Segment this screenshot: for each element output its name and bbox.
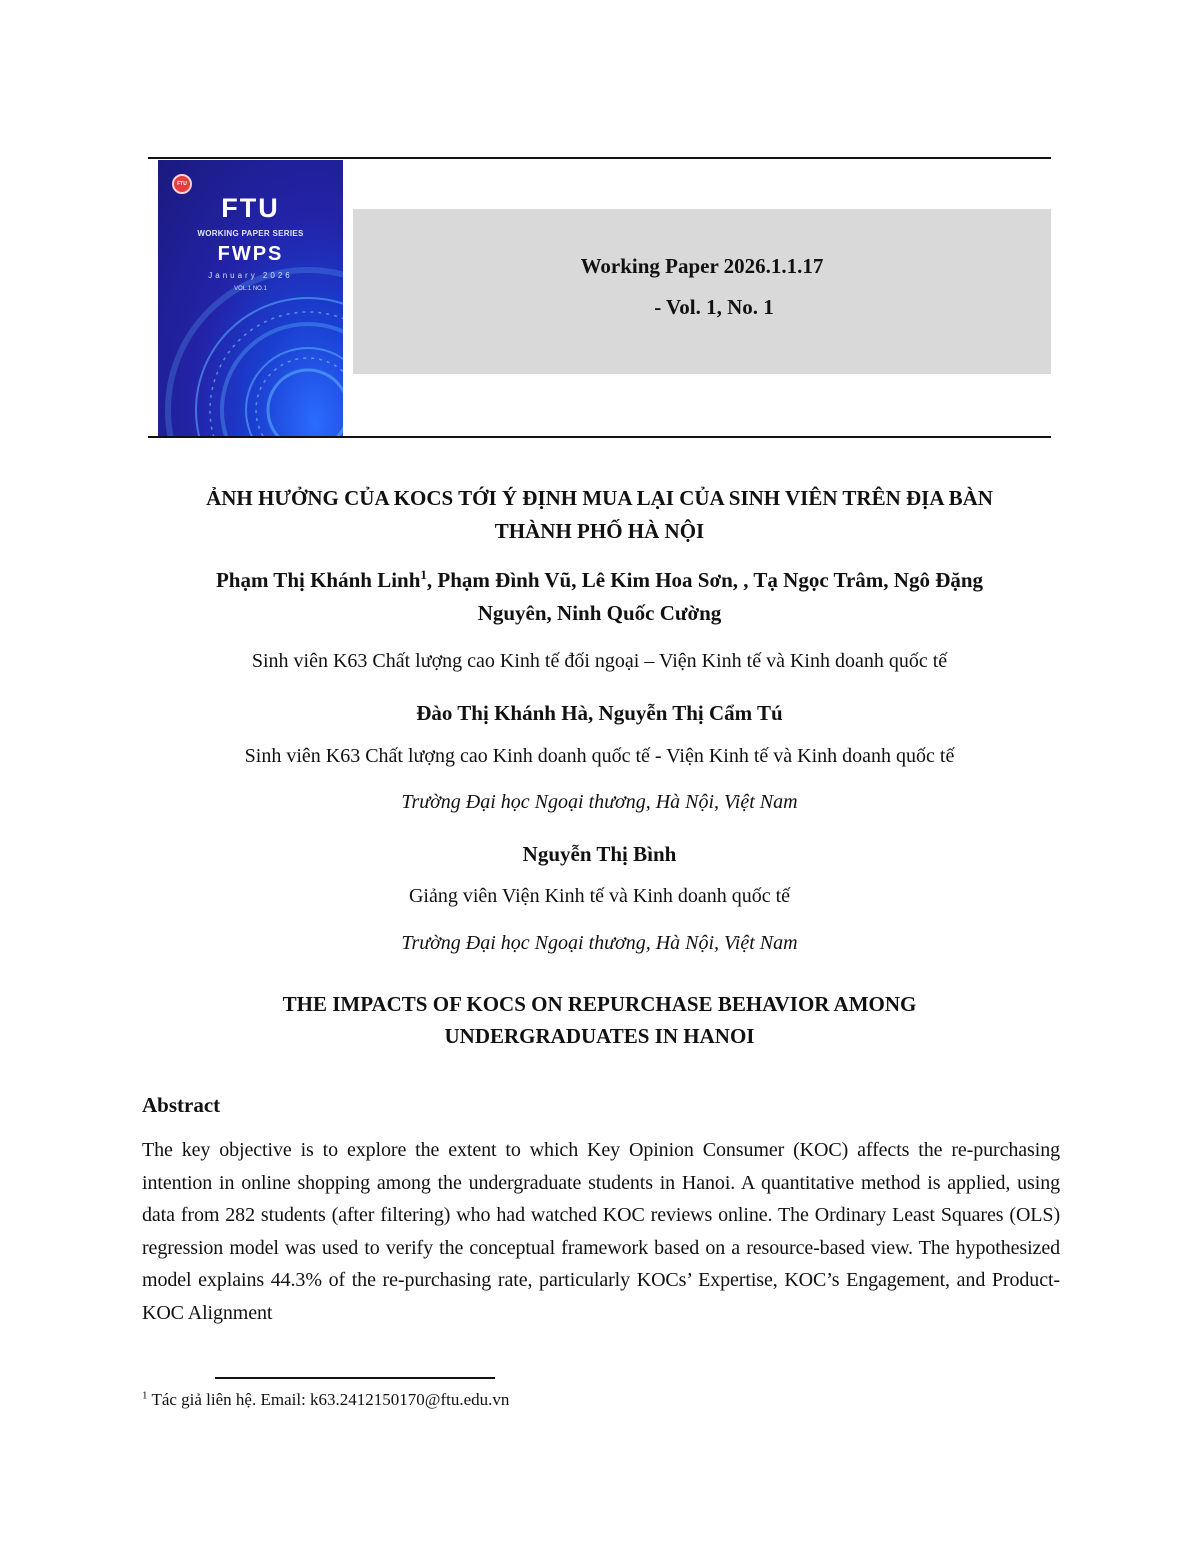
cover-image bbox=[158, 160, 343, 436]
cover-volume: VOL.1 NO.1 bbox=[234, 286, 267, 292]
working-paper-box bbox=[353, 209, 1051, 374]
footnote-text: Tác giả liên hệ. Email: k63.2412150170@ftu.edu.vn bbox=[147, 1390, 510, 1409]
vietnamese-title-line1: ẢNH HƯỞNG CỦA KOCS TỚI Ý ĐỊNH MUA LẠI CỦA SINH VIÊN TRÊN ĐỊA BÀN bbox=[206, 486, 993, 510]
english-title-line2: UNDERGRADUATES IN HANOI bbox=[444, 1024, 755, 1048]
author-list-1-line2: Nguyên, Ninh Quốc Cường bbox=[477, 601, 722, 625]
working-paper-number: Working Paper 2026.1.1.17 bbox=[580, 254, 824, 278]
abstract-body: The key objective is to explore the extent to which Key Opinion Consumer (KOC) affects the re-purchasing intention in online shopping among the undergraduate students in Hanoi. A quantitative method is applied, using data from 282 students (after filtering) who had watched KOC reviews online. The Ordinary Least Squares (OLS) regression model was used to verify the conceptual framework based on a resource-based view. The hypothesized model explains 44.3% of the re-purchasing rate, particularly KOCs’ Expertise, KOC’s Engagement, and Product-KOC Alignment bbox=[142, 1139, 1060, 1324]
university-logo-icon: FTU bbox=[172, 174, 192, 194]
footnote bbox=[142, 1390, 509, 1410]
footnote-reference[interactable]: 1 bbox=[420, 567, 427, 582]
author-list-1 bbox=[148, 564, 1051, 630]
abstract-heading: Abstract bbox=[142, 1093, 221, 1117]
university-1: Trường Đại học Ngoại thương, Hà Nội, Việt Nam bbox=[401, 791, 798, 813]
corresponding-author: Phạm Thị Khánh Linh bbox=[215, 568, 421, 592]
english-title-line1: THE IMPACTS OF KOCS ON REPURCHASE BEHAVIOR AMONG bbox=[282, 992, 917, 1016]
footnote-mark: 1 bbox=[142, 1389, 148, 1402]
cover-date: January 2026 bbox=[208, 271, 293, 280]
header-top-rule bbox=[148, 157, 1051, 159]
author-list-2: Đào Thị Khánh Hà, Nguyễn Thị Cẩm Tú bbox=[416, 701, 783, 725]
co-authors: , Phạm Đình Vũ, Lê Kim Hoa Sơn, , Tạ Ngọc Trâm, Ngô Đặng bbox=[426, 568, 984, 592]
affiliation-3: Giảng viên Viện Kinh tế và Kinh doanh quốc tế bbox=[408, 885, 791, 907]
author-3: Nguyễn Thị Bình bbox=[522, 842, 677, 866]
cover-title: FTU bbox=[221, 193, 280, 223]
vietnamese-title bbox=[148, 482, 1051, 548]
cover-series: WORKING PAPER SERIES bbox=[197, 229, 304, 238]
vietnamese-title-line2: THÀNH PHỐ HÀ NỘI bbox=[494, 519, 705, 543]
working-paper-volume: - Vol. 1, No. 1 bbox=[654, 295, 774, 319]
header-bottom-rule bbox=[148, 436, 1051, 438]
footnote-separator bbox=[215, 1377, 495, 1379]
author-list-1-line1 bbox=[148, 564, 1051, 597]
affiliation-1: Sinh viên K63 Chất lượng cao Kinh tế đối ngoại – Viện Kinh tế và Kinh doanh quốc tế bbox=[251, 650, 948, 672]
affiliation-2: Sinh viên K63 Chất lượng cao Kinh doanh quốc tế - Viện Kinh tế và Kinh doanh quốc tế bbox=[244, 745, 955, 767]
english-title bbox=[148, 988, 1051, 1052]
university-2: Trường Đại học Ngoại thương, Hà Nội, Việt Nam bbox=[401, 932, 798, 954]
cover-acronym: FWPS bbox=[217, 243, 284, 265]
